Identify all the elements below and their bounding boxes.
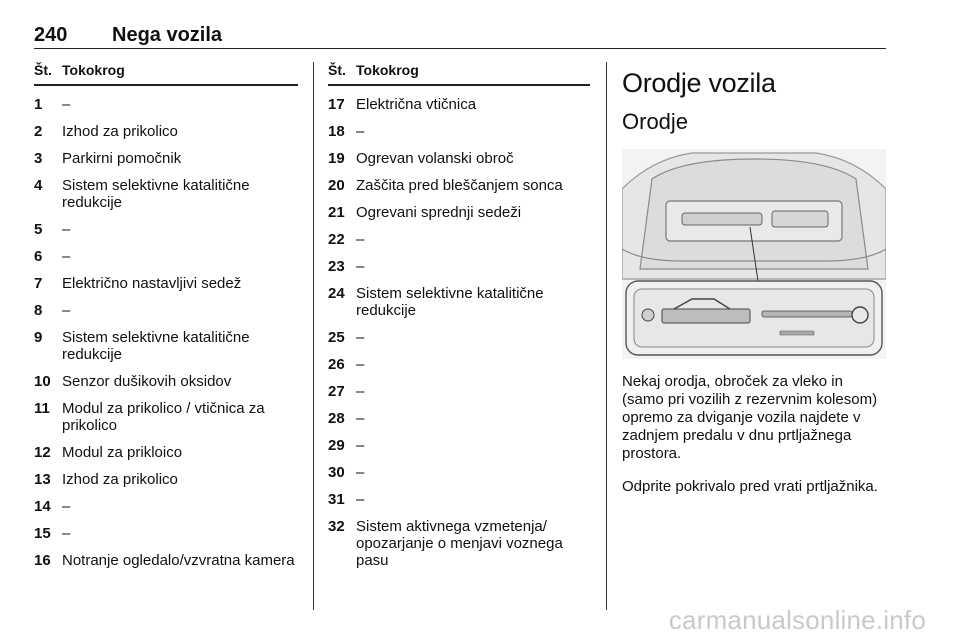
circuit-name: Zaščita pred bleščanjem sonca [356, 177, 563, 194]
circuit-name: Notranje ogledalo/vzvratna kamera [62, 552, 295, 569]
table-row [328, 464, 590, 481]
fuse-table-right [328, 62, 590, 569]
table-row [34, 498, 298, 515]
circuit-name: – [356, 123, 365, 140]
column-number-header: Št. [328, 62, 346, 78]
table-row [34, 525, 298, 542]
page-header [34, 20, 886, 49]
instruction-paragraph: Nekaj orodja, obroček za vleko in (samo pri vozilih z rezervnim kolesom) opremo za dviganje vozila najdete v zadnjem predalu v dnu prtljažnega prostora. [622, 373, 878, 462]
circuit-name: Električna vtičnica [356, 96, 477, 113]
fuse-number: 1 [34, 96, 43, 113]
table-rows [328, 96, 590, 569]
column-divider [606, 62, 607, 610]
fuse-number: 31 [328, 491, 345, 508]
circuit-name: – [356, 410, 365, 427]
circuit-name: Ogrevan volanski obroč [356, 150, 514, 167]
circuit-name: – [62, 96, 71, 113]
table-row [34, 150, 298, 167]
table-row [328, 204, 590, 221]
table-row [34, 123, 298, 140]
column-circuit-header: Tokokrog [62, 62, 125, 78]
circuit-name: Modul za prikloico [62, 444, 183, 461]
table-row [328, 410, 590, 427]
table-row [328, 231, 590, 248]
circuit-name: Izhod za prikolico [62, 471, 178, 488]
fuse-number: 6 [34, 248, 43, 265]
table-row [328, 518, 590, 569]
fuse-number: 22 [328, 231, 345, 248]
tools-section [622, 62, 886, 511]
circuit-name: – [62, 302, 71, 319]
table-rows [34, 96, 298, 569]
chapter-title: Nega vozila [112, 24, 223, 46]
column-number-header: Št. [34, 62, 52, 78]
fuse-number: 10 [34, 373, 51, 390]
fuse-number: 8 [34, 302, 43, 319]
table-header [34, 62, 298, 86]
circuit-name: Parkirni pomočnik [62, 150, 182, 167]
circuit-name: Sistem selektivne katalitične redukcije [62, 329, 250, 363]
fuse-number: 27 [328, 383, 345, 400]
table-row [34, 275, 298, 292]
instruction-paragraph: Odprite pokrivalo pred vrati prtljažnika. [622, 478, 878, 495]
fuse-number: 7 [34, 275, 43, 292]
circuit-name: Senzor dušikovih oksidov [62, 373, 232, 390]
fuse-number: 23 [328, 258, 345, 275]
fuse-number: 11 [34, 400, 50, 417]
column-circuit-header: Tokokrog [356, 62, 419, 78]
circuit-name: – [356, 356, 365, 373]
table-row [34, 471, 298, 488]
circuit-name: Izhod za prikolico [62, 123, 178, 140]
fuse-number: 30 [328, 464, 345, 481]
table-row [328, 383, 590, 400]
table-row [328, 150, 590, 167]
fuse-number: 15 [34, 525, 51, 542]
circuit-name: – [356, 464, 365, 481]
fuse-number: 2 [34, 123, 43, 140]
circuit-name: – [356, 258, 365, 275]
trunk-tools-illustration [622, 149, 886, 359]
circuit-name: Sistem aktivnega vzmetenja/ opozarjanje o menjavi voznega pasu [356, 518, 563, 569]
circuit-name: – [356, 231, 365, 248]
circuit-name: – [356, 491, 365, 508]
table-row [34, 248, 298, 265]
fuse-number: 24 [328, 285, 345, 302]
table-row [328, 356, 590, 373]
circuit-name: – [62, 221, 71, 238]
circuit-name: – [356, 329, 365, 346]
table-row [328, 285, 590, 319]
table-row [34, 444, 298, 461]
column-divider [313, 62, 314, 610]
fuse-number: 3 [34, 150, 43, 167]
fuse-number: 12 [34, 444, 51, 461]
circuit-name: – [62, 525, 71, 542]
page-number: 240 [34, 24, 68, 46]
fuse-number: 5 [34, 221, 43, 238]
circuit-name: – [356, 437, 365, 454]
fuse-number: 25 [328, 329, 345, 346]
table-row [34, 329, 298, 363]
table-row [328, 123, 590, 140]
table-row [34, 96, 298, 113]
circuit-name: – [356, 383, 365, 400]
fuse-number: 26 [328, 356, 345, 373]
watermark: carmanualsonline.info [668, 605, 926, 635]
table-row [34, 302, 298, 319]
circuit-name: Ogrevani sprednji sedeži [356, 204, 522, 221]
section-subtitle: Orodje [622, 109, 689, 134]
circuit-name: Sistem selektivne katalitične redukcije [356, 285, 544, 319]
circuit-name: Modul za prikolico / vtičnica za prikolico [62, 400, 265, 434]
table-row [34, 373, 298, 390]
table-header [328, 62, 590, 86]
fuse-number: 32 [328, 518, 345, 535]
fuse-number: 14 [34, 498, 51, 515]
table-row [34, 400, 298, 434]
circuit-name: Sistem selektivne katalitične redukcije [62, 177, 250, 211]
circuit-name: – [62, 248, 71, 265]
table-row [328, 329, 590, 346]
table-row [328, 177, 590, 194]
fuse-number: 28 [328, 410, 345, 427]
fuse-number: 13 [34, 471, 51, 488]
fuse-number: 20 [328, 177, 345, 194]
table-row [328, 96, 590, 113]
table-row [34, 221, 298, 238]
fuse-number: 19 [328, 150, 345, 167]
table-row [328, 437, 590, 454]
table-row [328, 258, 590, 275]
circuit-name: – [62, 498, 71, 515]
fuse-table-left [34, 62, 298, 569]
section-title: Orodje vozila [622, 68, 776, 98]
fuse-number: 18 [328, 123, 345, 140]
fuse-number: 16 [34, 552, 51, 569]
circuit-name: Električno nastavljivi sedež [62, 275, 242, 292]
fuse-number: 17 [328, 96, 345, 113]
table-row [34, 177, 298, 211]
table-row [34, 552, 298, 569]
fuse-number: 29 [328, 437, 345, 454]
fuse-number: 9 [34, 329, 43, 346]
table-row [328, 491, 590, 508]
fuse-number: 21 [328, 204, 345, 221]
fuse-number: 4 [34, 177, 43, 194]
